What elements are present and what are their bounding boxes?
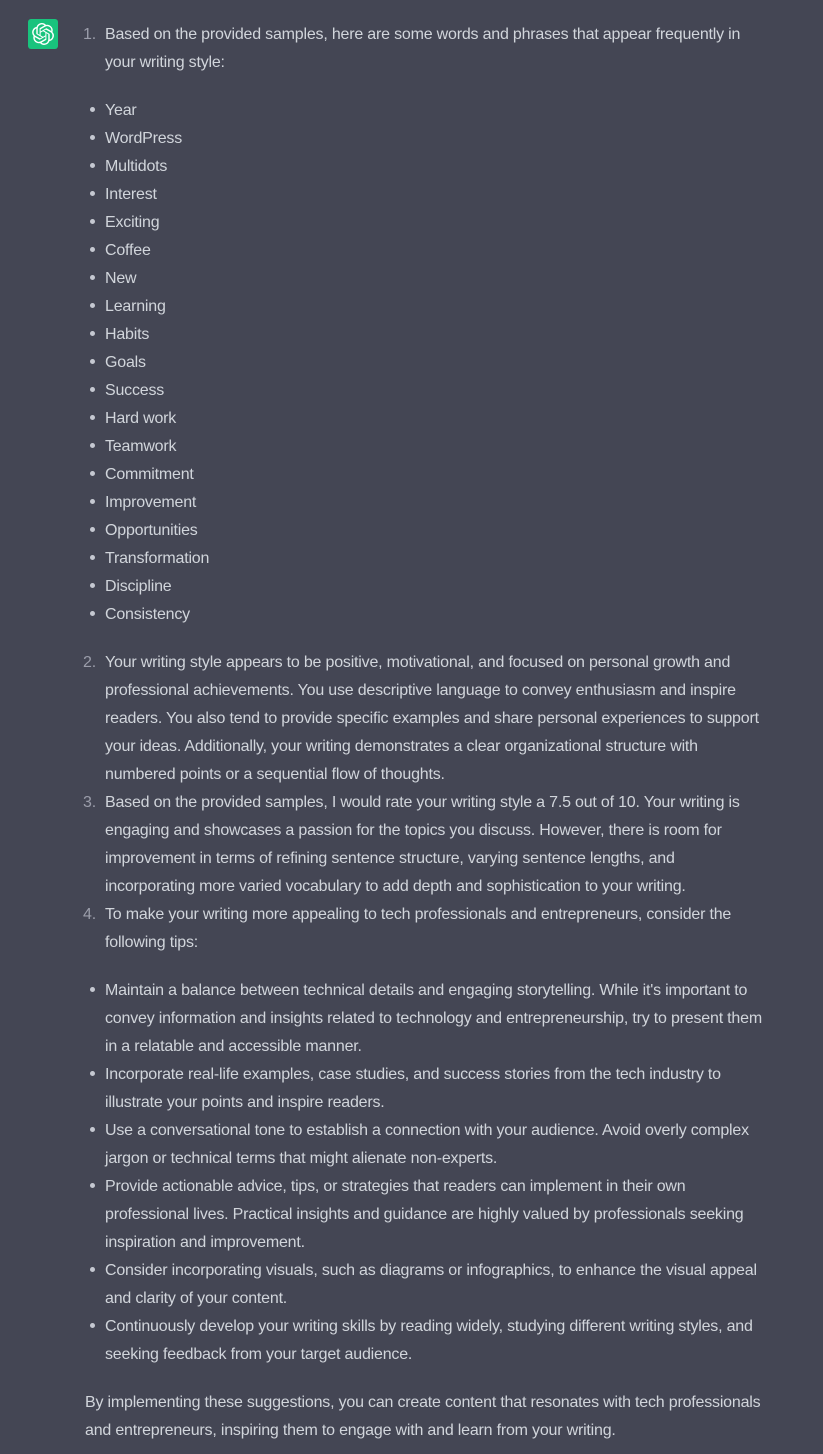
bullet-item: Commitment <box>105 461 765 489</box>
numbered-item-text: Based on the provided samples, here are some words and phrases that appear frequently in your writing style: <box>105 26 741 71</box>
bullet-item: Learning <box>105 293 765 321</box>
bullet-item: Discipline <box>105 573 765 601</box>
bullet-item: Continuously develop your writing skills by reading widely, studying different writing styles, and seeking feedback from your target audience. <box>105 1313 765 1369</box>
bullet-list <box>105 977 765 1369</box>
numbered-item-text: Based on the provided samples, I would rate your writing style a 7.5 out of 10. Your writing is engaging and showcases a passion for the topics you discuss. However, there is room for improvement in terms of refining sentence structure, varying sentence lengths, and incorporating more varied vocabulary to add depth and sophistication to your writing. <box>105 794 740 895</box>
bullet-item: Use a conversational tone to establish a connection with your audience. Avoid overly complex jargon or technical terms that might alienate non-experts. <box>105 1117 765 1173</box>
bullet-item: Goals <box>105 349 765 377</box>
bullet-item: Year <box>105 97 765 125</box>
bullet-item: Provide actionable advice, tips, or strategies that readers can implement in their own professional lives. Practical insights and guidance are highly valued by professionals seeking inspiration and improvement. <box>105 1173 765 1257</box>
bullet-item: WordPress <box>105 125 765 153</box>
numbered-item <box>105 21 765 629</box>
bullet-item: Coffee <box>105 237 765 265</box>
bullet-item: Success <box>105 377 765 405</box>
numbered-item <box>105 901 765 1369</box>
assistant-avatar <box>28 19 58 49</box>
bullet-item: Improvement <box>105 489 765 517</box>
numbered-item-text: Your writing style appears to be positive, motivational, and focused on personal growth and professional achievements. You use descriptive language to convey enthusiasm and inspire readers. You also tend to provide specific examples and share personal experiences to support your ideas. Additionally, your writing demonstrates a clear organizational structure with numbered points or a sequential flow of thoughts. <box>105 654 759 783</box>
bullet-item: Transformation <box>105 545 765 573</box>
bullet-item: Incorporate real-life examples, case studies, and success stories from the tech industry to illustrate your points and inspire readers. <box>105 1061 765 1117</box>
openai-logo-icon <box>32 23 54 45</box>
bullet-item: Multidots <box>105 153 765 181</box>
bullet-item: Consider incorporating visuals, such as diagrams or infographics, to enhance the visual appeal and clarity of your content. <box>105 1257 765 1313</box>
bullet-item: Habits <box>105 321 765 349</box>
numbered-list <box>85 21 765 1369</box>
bullet-item: Maintain a balance between technical details and engaging storytelling. While it's important to convey information and insights related to technology and entrepreneurship, try to present them in a relatable and accessible manner. <box>105 977 765 1061</box>
numbered-item <box>105 649 765 789</box>
bullet-item: Teamwork <box>105 433 765 461</box>
bullet-item: New <box>105 265 765 293</box>
bullet-item: Hard work <box>105 405 765 433</box>
numbered-item <box>105 789 765 901</box>
numbered-item-text: To make your writing more appealing to tech professionals and entrepreneurs, consider the following tips: <box>105 906 732 951</box>
bullet-item: Consistency <box>105 601 765 629</box>
message-content <box>85 21 765 1445</box>
closing-paragraph: By implementing these suggestions, you can create content that resonates with tech professionals and entrepreneurs, inspiring them to engage with and learn from your writing. <box>85 1394 761 1439</box>
bullet-item: Opportunities <box>105 517 765 545</box>
bullet-item: Exciting <box>105 209 765 237</box>
bullet-item: Interest <box>105 181 765 209</box>
bullet-list <box>105 97 765 629</box>
